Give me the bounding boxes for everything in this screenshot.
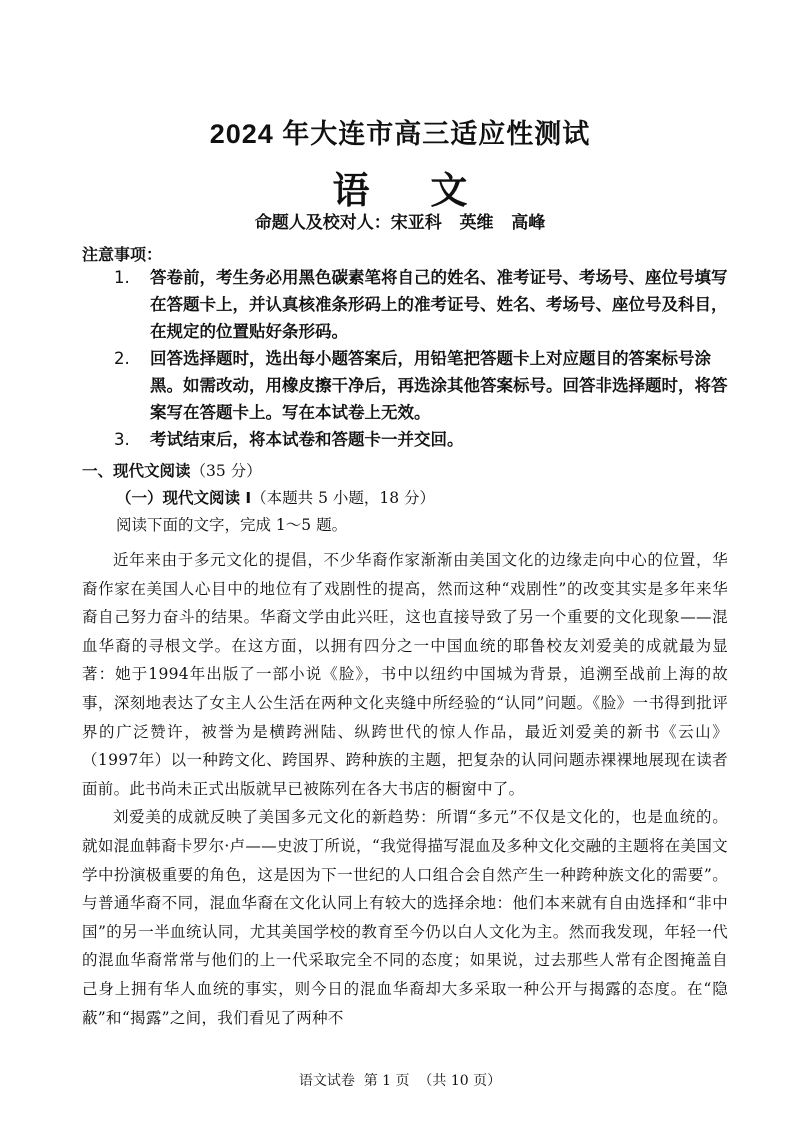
subsection-heading — [116, 486, 435, 508]
page-footer: 语文试卷 第 1 页 （共 10 页） — [298, 1073, 502, 1089]
subsection-heading-text: （一）现代文阅读 I — [116, 489, 252, 507]
notice-item-number: 2. — [114, 349, 130, 368]
notice-title: 注意事项： — [82, 245, 163, 264]
section-score: （35 分） — [190, 462, 262, 480]
notice-item-number: 3. — [114, 430, 130, 449]
passage-paragraph-1: 近年来由于多元文化的提倡，不少华裔作家渐渐由美国文化的边缘走向中心的位置，华裔作家在美国人心目中的地位有了戏剧性的提高，然而这种“戏剧性”的改变其实是多年来华裔自己努力奋斗的结果。华裔文学由此兴旺，这也直接导致了另一个重要的文化现象——混血华裔的寻根文学。在这方面，以拥有四分之一中国血统的耶鲁校友刘爱美的成就最为显著：她于1994年出版了一部小说《脸》，书中以纽约中国城为背景，追溯至战前上海的故事，深刻地表达了女主人公生活在两种文化夹缝中所经验的“认同”问题。《脸》一书得到批评界的广泛赞许，被誉为是横跨洲陆、纵跨世代的惊人作品，最近刘爱美的新书《云山》（1997年）以一种跨文化、跨国界、跨种族的主题，把复杂的认同问题赤裸裸地展现在读者面前。此书尚未正式出版就早已被陈列在各大书店的橱窗中了。 — [82, 551, 728, 798]
reading-passage — [82, 546, 728, 1032]
notice-item-3 — [114, 426, 734, 453]
section-heading — [82, 459, 262, 481]
subject-title: 语 文 — [332, 168, 492, 212]
authors-line: 命题人及校对人：宋亚科 英维 高峰 — [254, 213, 546, 233]
passage-paragraph-2: 刘爱美的成就反映了美国多元文化的新趋势：所谓“多元”不仅是文化的，也是血统的。就如混血韩裔卡罗尔·卢——史波丁所说，“我觉得描写混血及多种文化交融的主题将在美国文学中扮演极重要的角色，这是因为下一世纪的人口组合会自然产生一种跨种族文化的需要”。与普通华裔不同，混血华裔在文化认同上有较大的选择余地：他们本来就有自由选择和“非中国”的另一半血统认同，尤其美国学校的教育至今仍以白人文化为主。然而我发现，年轻一代的混血华裔常常与他们的上一代采取完全不同的态度；如果说，过去那些人常有企图掩盖自己身上拥有华人血统的事实，则今日的混血华裔却大多采取一种公开与揭露的态度。在“隐蔽”和“揭露”之间，我们看见了两种不 — [82, 808, 728, 1027]
notice-item-1 — [114, 264, 734, 345]
notice-item-number: 1. — [114, 268, 130, 287]
subsection-score: （本题共 5 小题，18 分） — [251, 489, 436, 507]
section-heading-text: 一、现代文阅读 — [82, 462, 191, 480]
notice-item-text: 回答选择题时，选出每小题答案后，用铅笔把答题卡上对应题目的答案标号涂黑。如需改动，用橡皮擦干净后，再选涂其他答案标号。回答非选择题时，将答案写在答题卡上。写在本试卷上无效。 — [150, 349, 728, 422]
exam-title: 2024 年大连市高三适应性测试 — [209, 119, 591, 149]
reading-instruction — [116, 513, 347, 535]
notice-item-text: 答卷前，考生务必用黑色碳素笔将自己的姓名、准考证号、考场号、座位号填写在答题卡上，并认真核准条形码上的准考证号、姓名、考场号、座位号及科目，在规定的位置贴好条形码。 — [150, 268, 728, 341]
notice-item-2 — [114, 345, 734, 426]
notice-item-text: 考试结束后，将本试卷和答题卡一并交回。 — [150, 430, 464, 449]
instruction-text: 阅读下面的文字，完成 1～5 题。 — [116, 516, 348, 534]
